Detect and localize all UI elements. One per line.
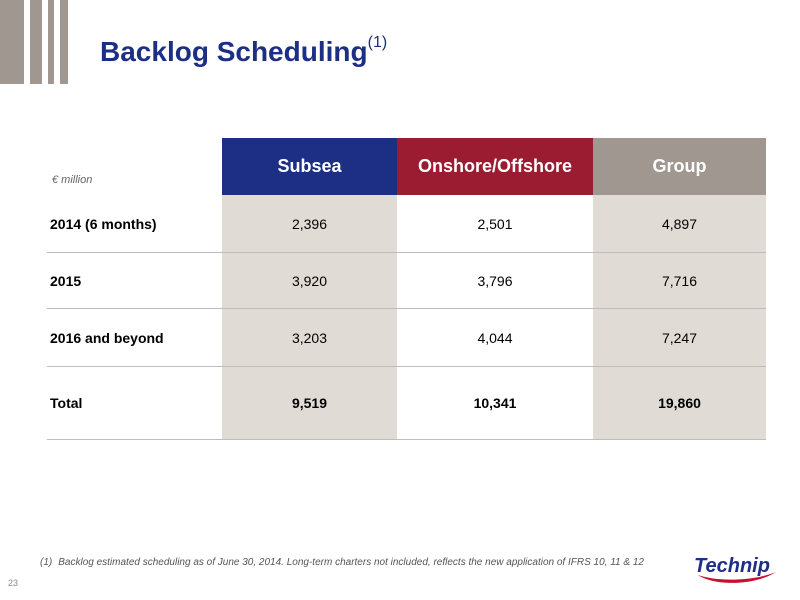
cell-onshore-offshore: 4,044 — [477, 329, 513, 346]
footnote — [40, 557, 644, 568]
row-label: Total — [50, 395, 83, 411]
cell-group: 7,716 — [661, 272, 698, 289]
cell-group: 7,247 — [661, 329, 698, 346]
table-row — [47, 195, 766, 253]
table-row — [47, 253, 766, 309]
cell-group: 19,860 — [658, 395, 701, 411]
cell-onshore-offshore: 2,501 — [477, 215, 513, 232]
table-row-total — [47, 367, 766, 440]
row-label: 2015 — [50, 272, 82, 289]
header-group — [593, 138, 766, 195]
header-onshore-offshore-label: Onshore/Offshore — [417, 156, 573, 176]
cell-onshore-offshore: 10,341 — [473, 395, 517, 411]
cell-subsea: 3,920 — [291, 272, 328, 289]
cell-subsea: 9,519 — [291, 395, 328, 411]
cell-subsea: 3,203 — [291, 329, 328, 346]
header-subsea-label: Subsea — [277, 156, 342, 176]
footnote-marker: (1) — [40, 557, 53, 568]
page-number: 23 — [8, 578, 19, 588]
unit-label: € million — [52, 174, 93, 186]
row-label: 2016 and beyond — [50, 329, 164, 346]
row-label: 2014 (6 months) — [50, 215, 157, 232]
title-footnote-marker: (1) — [367, 33, 388, 51]
page-title — [100, 33, 388, 68]
header-onshore-offshore — [397, 138, 593, 195]
header-subsea — [222, 138, 397, 195]
cell-subsea: 2,396 — [291, 215, 328, 232]
cell-group: 4,897 — [661, 215, 698, 232]
table-row — [47, 309, 766, 367]
footnote-text: Backlog estimated scheduling as of June 30, 2014. Long-term charters not included, reflects the new application of IFRS 10, 11 & 12 — [58, 557, 644, 568]
page-title-text: Backlog Scheduling — [100, 36, 368, 67]
technip-logo — [684, 548, 780, 588]
header-group-label: Group — [652, 156, 707, 176]
cell-onshore-offshore: 3,796 — [477, 272, 513, 289]
logo-text: Technip — [694, 555, 770, 577]
